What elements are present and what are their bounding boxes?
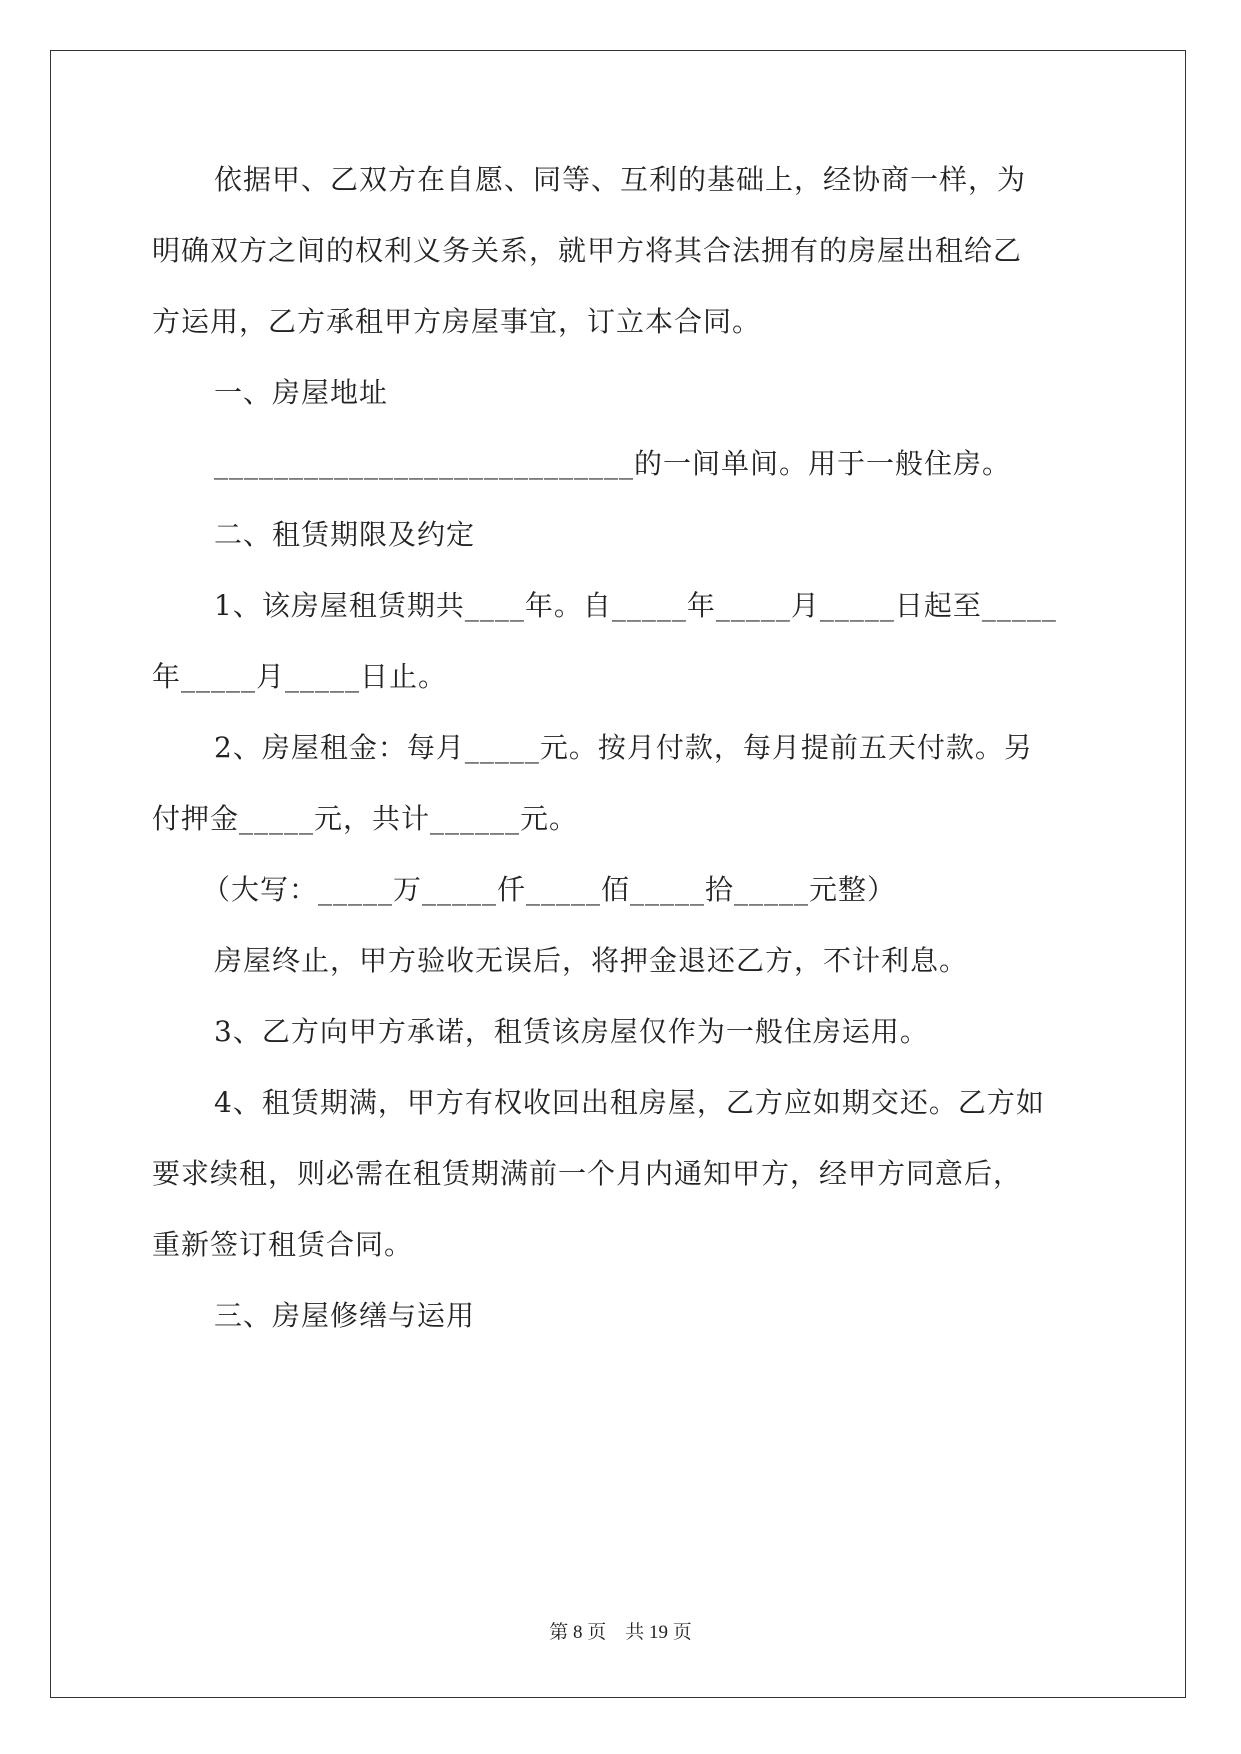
section-heading-repair: 三、房屋修缮与运用 [214,1299,476,1332]
clause-1-line-1: 1、该房屋租赁期共____年。自_____年_____月_____日起至_____ [214,589,1057,622]
clause-1-line-2: 年_____月_____日止。 [152,660,448,693]
clause-4-line-3: 重新签订租赁合同。 [152,1228,414,1261]
clause-3-line: 3、乙方向甲方承诺，租赁该房屋仅作为一般住房运用。 [214,1015,929,1048]
page-number-footer: 第 8 页 共 19 页 [549,1622,692,1643]
amount-in-words: （大写：_____万_____仟_____佰_____拾_____元整） [202,873,897,906]
paragraph-intro-line-2: 明确双方之间的权利义务关系，就甲方将其合法拥有的房屋出租给乙 [152,234,1023,267]
paragraph-intro-line-1: 依据甲、乙双方在自愿、同等、互利的基础上，经协商一样，为 [214,163,1027,196]
clause-4-line-1: 4、租赁期满，甲方有权收回出租房屋，乙方应如期交还。乙方如 [214,1086,1045,1119]
clause-4-line-2: 要求续租，则必需在租赁期满前一个月内通知甲方，经甲方同意后， [152,1157,1023,1190]
section-heading-address: 一、房屋地址 [214,376,389,409]
paragraph-intro-line-3: 方运用，乙方承租甲方房屋事宜，订立本合同。 [152,305,762,338]
deposit-refund-line: 房屋终止，甲方验收无误后，将押金退还乙方，不计利息。 [214,944,969,977]
clause-2-line-2: 付押金_____元，共计______元。 [152,802,579,835]
clause-2-line-1: 2、房屋租金：每月_____元。按月付款，每月提前五天付款。另 [214,731,1033,764]
section-heading-term: 二、租赁期限及约定 [214,518,476,551]
address-line: ____________________________的一间单间。用于一般住房。 [214,447,1012,480]
